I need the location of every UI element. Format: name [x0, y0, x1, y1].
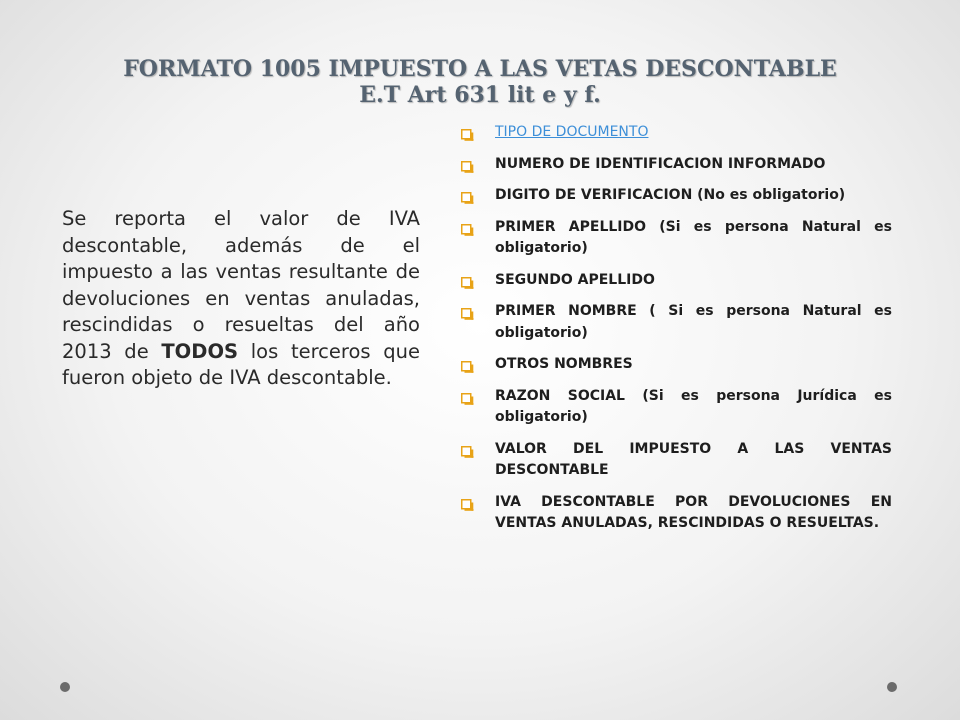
list-item-text: SEGUNDO APELLIDO: [495, 271, 655, 288]
list-item: [460, 270, 892, 292]
field-list: [460, 122, 892, 545]
title-line-1: FORMATO 1005 IMPUESTO A LAS VETAS DESCONTABLE: [123, 56, 837, 82]
description-text-1: Se reporta el valor de IVA descontable, además de el impuesto a las ventas resultante de devoluciones en ventas anuladas, rescindidas o resueltas del año 2013 de: [62, 207, 420, 363]
list-item: [460, 154, 892, 176]
list-item-text: PRIMER APELLIDO (Si es persona Natural es obligatorio): [495, 218, 892, 256]
checkbox-square-icon: [461, 127, 474, 139]
list-item-text: PRIMER NOMBRE ( Si es persona Natural es obligatorio): [495, 303, 892, 341]
slide-title: [40, 56, 920, 108]
list-item-text: RAZON SOCIAL (Si es persona Jurídica es obligatorio): [495, 387, 892, 425]
tipo-documento-link[interactable]: TIPO DE DOCUMENTO: [495, 124, 649, 140]
list-item: [460, 217, 892, 260]
list-item: [460, 354, 892, 376]
checkbox-square-icon: [461, 222, 474, 234]
list-item-text: IVA DESCONTABLE POR DEVOLUCIONES EN VENTAS ANULADAS, RESCINDIDAS O RESUELTAS.: [495, 493, 892, 531]
checkbox-square-icon: [461, 497, 474, 509]
list-item-text: NUMERO DE IDENTIFICACION INFORMADO: [495, 155, 826, 172]
list-item: [460, 386, 892, 429]
description-paragraph: [62, 206, 420, 392]
description-text-2: los terceros que fueron objeto de IVA descontable.: [62, 339, 420, 389]
list-item-text: OTROS NOMBRES: [495, 356, 633, 372]
checkbox-square-icon: [461, 306, 474, 318]
checkbox-square-icon: [461, 159, 474, 171]
checkbox-square-icon: [461, 275, 474, 287]
checkbox-square-icon: [461, 359, 474, 371]
decorative-dot-left: [60, 682, 70, 692]
list-item: [460, 122, 892, 144]
title-line-2: E.T Art 631 lit e y f.: [359, 82, 601, 108]
checkbox-square-icon: [461, 391, 474, 403]
checkbox-square-icon: [461, 444, 474, 456]
description-bold: TODOS: [161, 339, 239, 363]
list-item: [460, 301, 892, 344]
list-item-text: DIGITO DE VERIFICACION (No es obligatorio): [495, 187, 846, 203]
list-item-text: VALOR DEL IMPUESTO A LAS VENTAS DESCONTABLE: [495, 440, 892, 478]
checkbox-square-icon: [461, 190, 474, 202]
decorative-dot-right: [887, 682, 897, 692]
list-item: [460, 492, 892, 535]
list-item: [460, 185, 892, 207]
list-item: [460, 439, 892, 482]
